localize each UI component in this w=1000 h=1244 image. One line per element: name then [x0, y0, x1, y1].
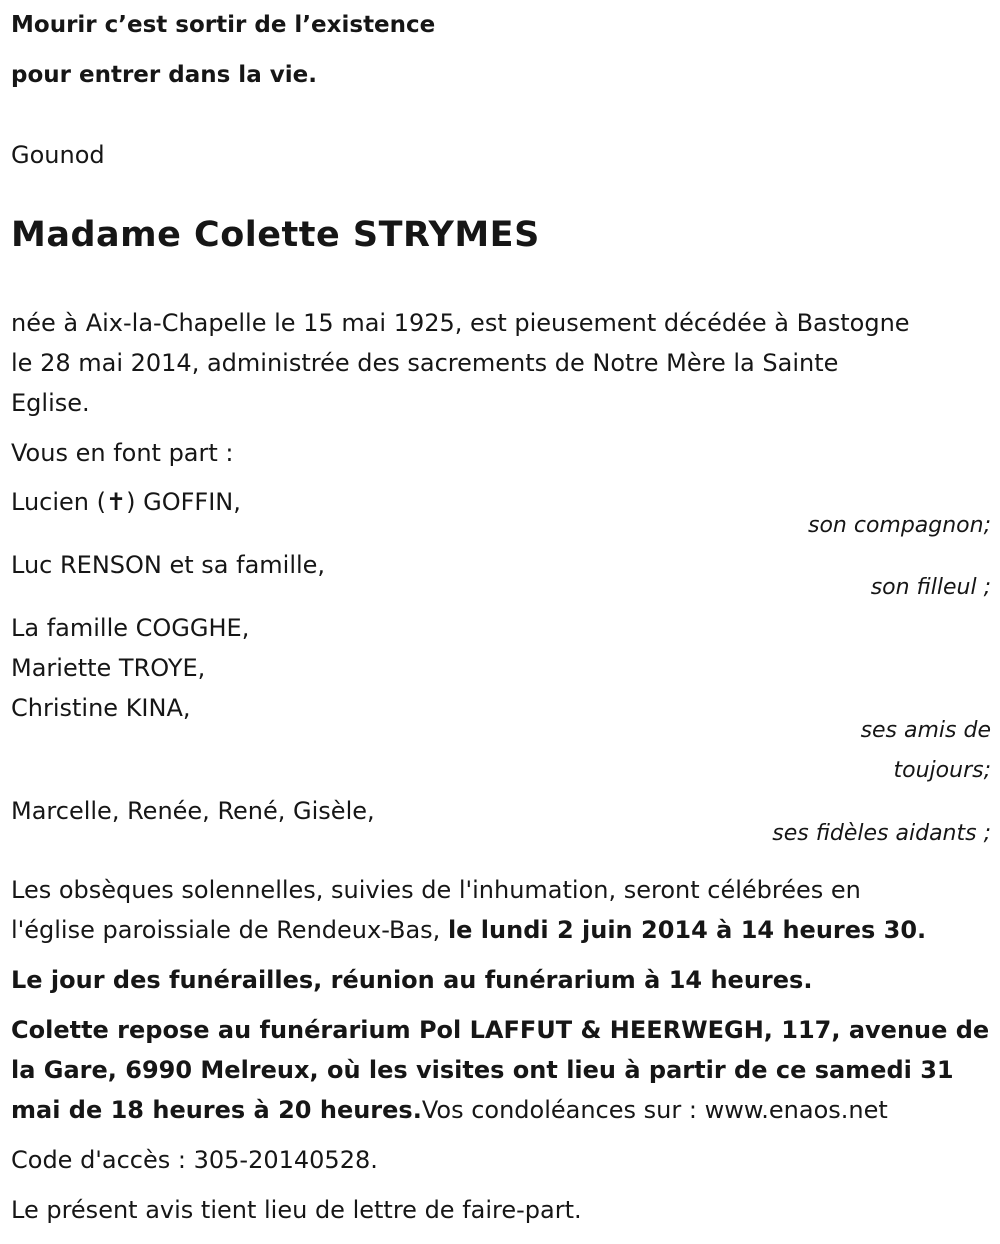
meeting-text: Le jour des funérailles, réunion au funérarium à 14 heures. — [11, 966, 813, 994]
funeral-line-2 — [11, 910, 926, 950]
mourner-name: Marcelle, Renée, René, Gisèle, — [11, 797, 375, 825]
closing-text: Le présent avis tient lieu de lettre de faire-part. — [11, 1196, 582, 1224]
mourner-name: Christine KINA, — [11, 694, 191, 722]
mourner-name: Lucien (✝) GOFFIN, — [11, 488, 241, 516]
repose-line-3 — [11, 1090, 888, 1130]
deceased-name: Madame Colette STRYMES — [11, 215, 540, 255]
intro-line-1: née à Aix-la-Chapelle le 15 mai 1925, est pieusement décédée à Bastogne — [11, 309, 910, 337]
funeral-line-1: Les obsèques solennelles, suivies de l'inhumation, seront célébrées en — [11, 876, 861, 904]
quote-line-2: pour entrer dans la vie. — [11, 62, 317, 88]
intro-line-3: Eglise. — [11, 389, 90, 417]
mourner-role: toujours; — [893, 758, 991, 783]
repose-line-2: la Gare, 6990 Melreux, où les visites ont lieu à partir de ce samedi 31 — [11, 1056, 954, 1084]
quote-line-1: Mourir c’est sortir de l’existence — [11, 12, 436, 38]
visit-hours: mai de 18 heures à 20 heures. — [11, 1096, 422, 1124]
funeral-place: l'église paroissiale de Rendeux-Bas, — [11, 916, 448, 944]
mourner-name: La famille COGGHE, — [11, 614, 250, 642]
announce-text: Vous en font part : — [11, 439, 234, 467]
mourner-name: Mariette TROYE, — [11, 654, 206, 682]
mourner-role: son filleul ; — [870, 575, 991, 600]
mourner-role: ses amis de — [860, 718, 991, 743]
repose-line-1: Colette repose au funérarium Pol LAFFUT & HEERWEGH, 117, avenue de — [11, 1016, 990, 1044]
condolences-text: Vos condoléances sur : www.enaos.net — [421, 1096, 888, 1124]
access-code: Code d'accès : 305-20140528. — [11, 1146, 378, 1174]
mourner-name: Luc RENSON et sa famille, — [11, 551, 326, 579]
mourner-role: son compagnon; — [807, 513, 991, 538]
funeral-datetime: le lundi 2 juin 2014 à 14 heures 30. — [447, 916, 927, 944]
mourner-role: ses fidèles aidants ; — [772, 821, 991, 846]
quote-author: Gounod — [11, 141, 105, 169]
intro-line-2: le 28 mai 2014, administrée des sacrements de Notre Mère la Sainte — [11, 349, 839, 377]
